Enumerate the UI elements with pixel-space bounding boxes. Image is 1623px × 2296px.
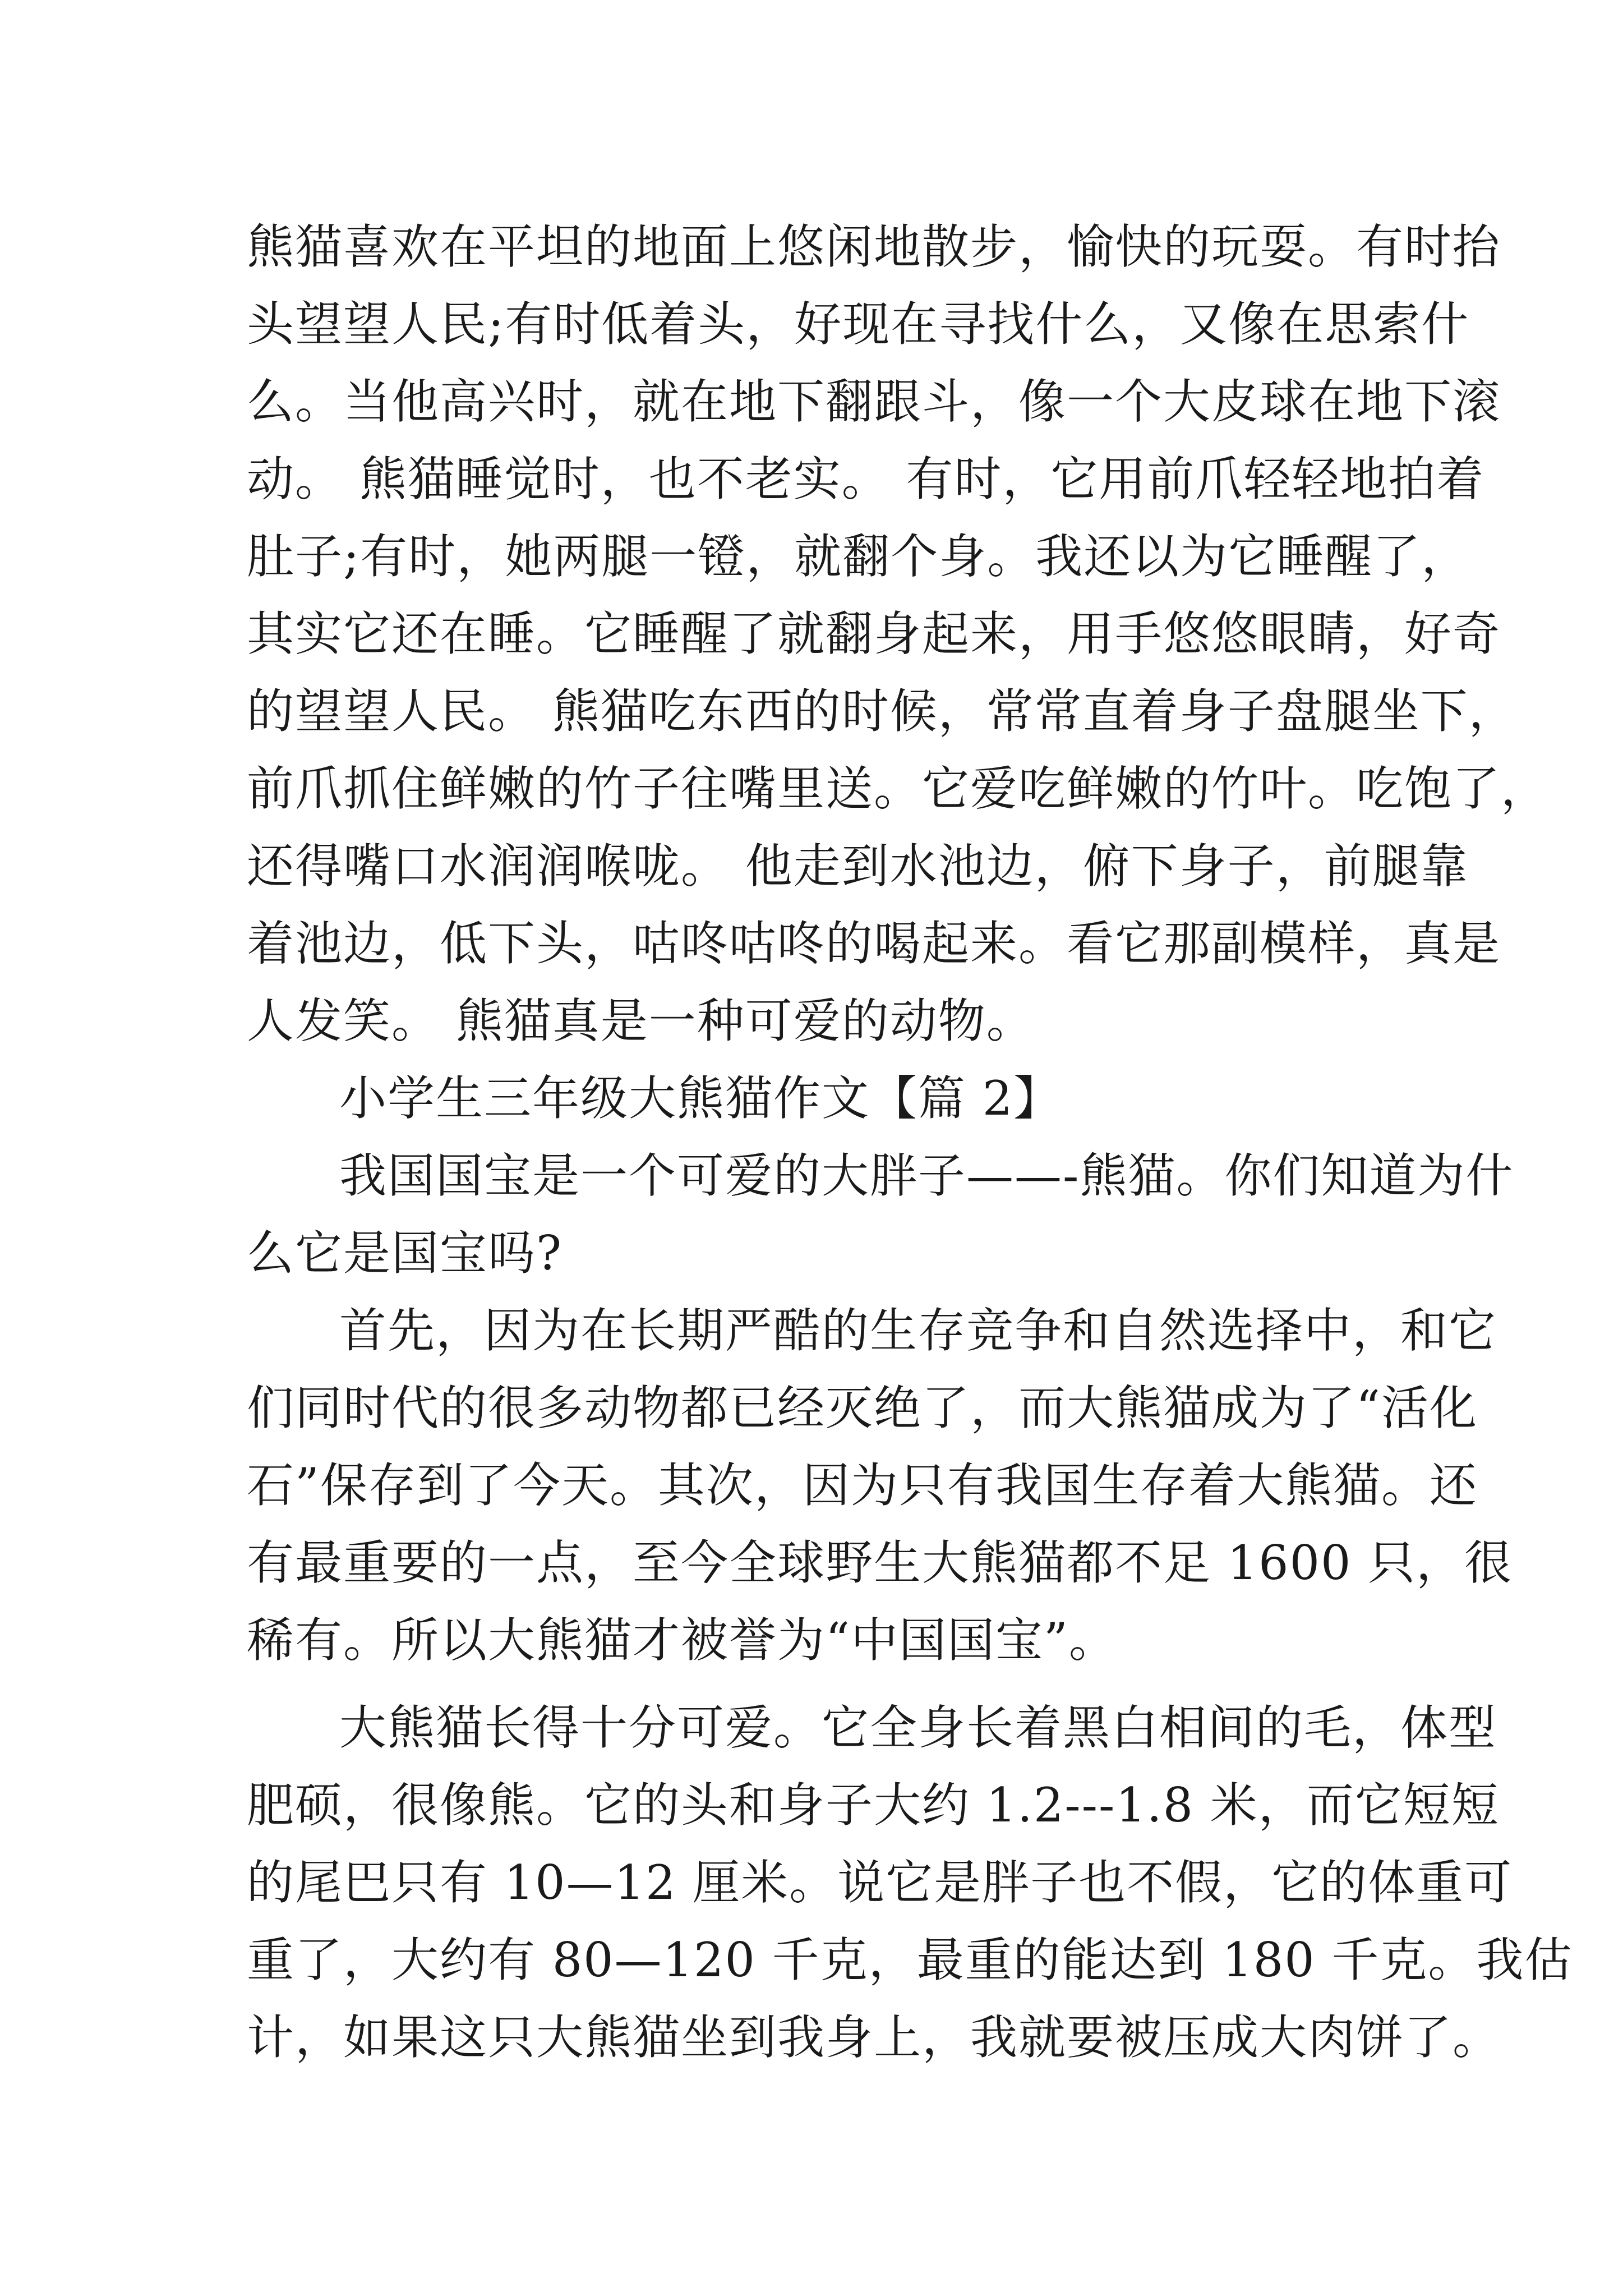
text-line: 的望望人民。 熊猫吃东西的时候，常常直着身子盘腿坐下，	[247, 684, 1517, 739]
text-line: 么。当他高兴时，就在地下翻跟斗，像一个大皮球在地下滚	[247, 374, 1501, 429]
text-line: 其实它还在睡。它睡醒了就翻身起来，用手悠悠眼睛，好奇	[247, 606, 1501, 661]
text-line: 肥硕，很像熊。它的头和身子大约 1.2---1.8 米，而它短短	[247, 1778, 1500, 1833]
section-heading: 小学生三年级大熊猫作文【篇 2】	[339, 1071, 1062, 1126]
text-line: 前爪抓住鲜嫩的竹子往嘴里送。它爱吃鲜嫩的竹叶。吃饱了，	[247, 761, 1550, 816]
text-line: 有最重要的一点，至今全球野生大熊猫都不足 1600 只，很	[247, 1535, 1513, 1590]
text-line: 人发笑。 熊猫真是一种可爱的动物。	[247, 993, 1035, 1048]
text-line: 么它是国宝吗?	[247, 1226, 563, 1281]
text-line: 熊猫喜欢在平坦的地面上悠闲地散步，愉快的玩耍。有时抬	[247, 219, 1501, 274]
text-line: 计，如果这只大熊猫坐到我身上，我就要被压成大肉饼了。	[247, 2010, 1501, 2065]
text-line: 还得嘴口水润润喉咙。 他走到水池边，俯下身子，前腿靠	[247, 839, 1469, 894]
text-line: 大熊猫长得十分可爱。它全身长着黑白相间的毛，体型	[339, 1700, 1497, 1755]
text-line: 稀有。所以大熊猫才被誉为“中国国宝”。	[247, 1613, 1117, 1668]
text-line: 肚子;有时，她两腿一镫，就翻个身。我还以为它睡醒了，	[247, 529, 1470, 584]
text-line: 首先，因为在长期严酷的生存竞争和自然选择中，和它	[339, 1303, 1497, 1358]
text-line: 我国国宝是一个可爱的大胖子——-熊猫。你们知道为什	[339, 1148, 1514, 1203]
text-line: 动。 熊猫睡觉时，也不老实。 有时，它用前爪轻轻地拍着	[247, 452, 1485, 507]
text-line: 的尾巴只有 10—12 厘米。说它是胖子也不假，它的体重可	[247, 1855, 1513, 1910]
text-line: 重了，大约有 80—120 千克，最重的能达到 180 千克。我估	[247, 1932, 1573, 1987]
text-line: 们同时代的很多动物都已经灭绝了，而大熊猫成为了“活化	[247, 1381, 1478, 1435]
text-line: 头望望人民;有时低着头，好现在寻找什么，又像在思索什	[247, 297, 1470, 352]
text-line: 着池边，低下头，咕咚咕咚的喝起来。看它那副模样，真是	[247, 916, 1501, 971]
text-line: 石”保存到了今天。其次，因为只有我国生存着大熊猫。还	[247, 1458, 1478, 1513]
